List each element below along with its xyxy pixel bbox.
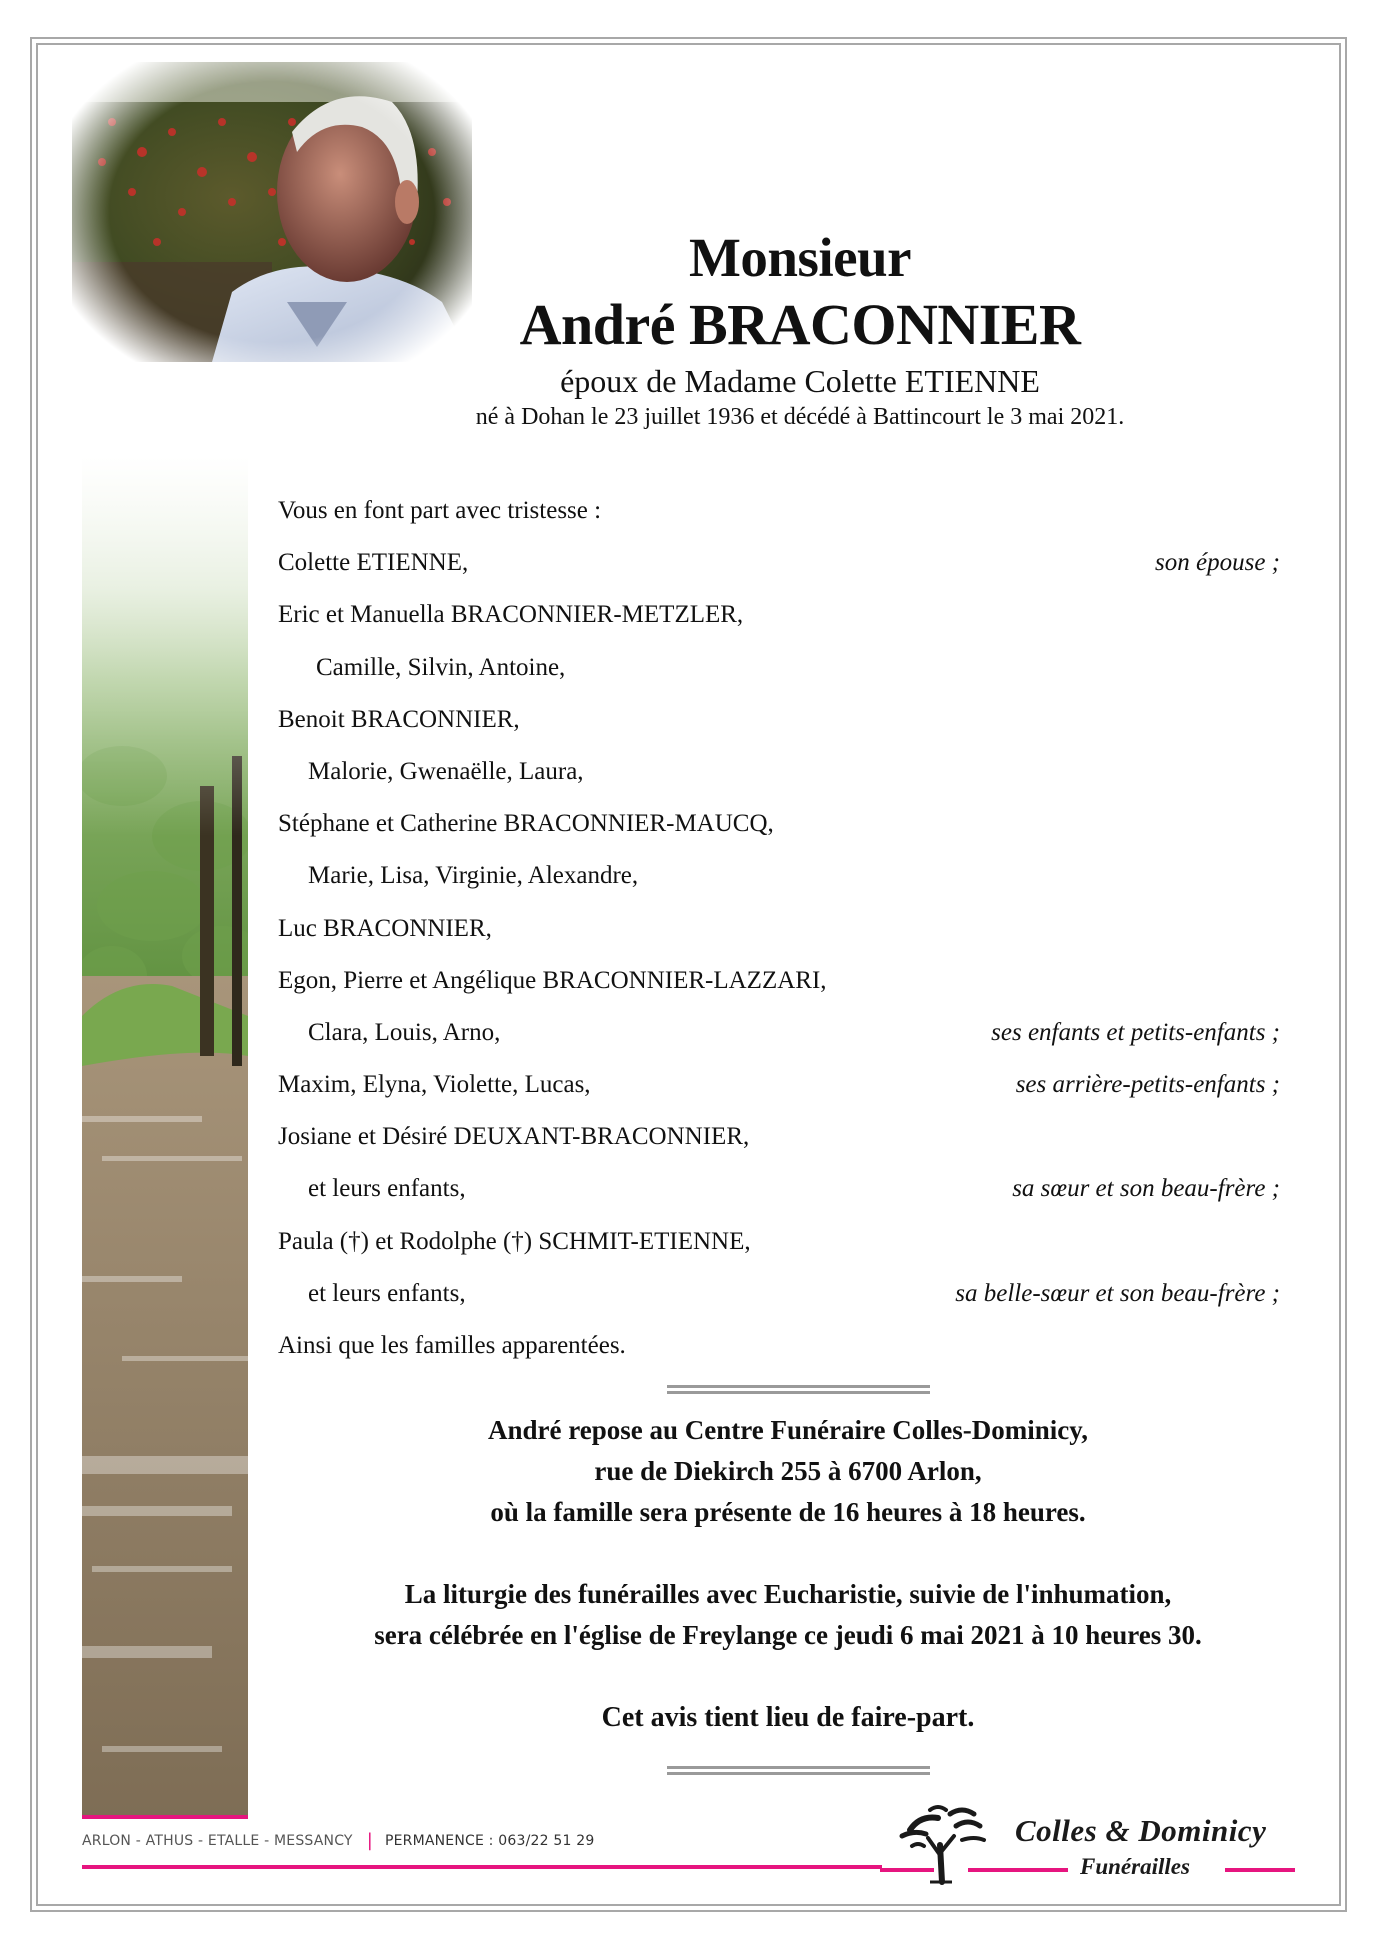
family-name: Benoit BRACONNIER, — [278, 705, 520, 733]
family-name: Stéphane et Catherine BRACONNIER-MAUCQ, — [278, 810, 774, 838]
visiting-hours-line: où la famille sera présente de 16 heures à 18 heures. — [490, 1497, 1086, 1527]
spouse-line: époux de Madame Colette ETIENNE — [560, 363, 1040, 399]
list-item — [278, 1163, 1288, 1215]
footer-permanence: PERMANENCE : 063/22 51 29 — [384, 1832, 595, 1849]
logo-subtitle: Funérailles — [1080, 1854, 1190, 1879]
family-name: Ainsi que les familles apparentées. — [278, 1332, 626, 1359]
list-item — [278, 903, 1288, 955]
address-line: rue de Diekirch 255 à 6700 Arlon, — [594, 1456, 982, 1486]
tree-icon — [890, 1800, 990, 1885]
birth-death-line: né à Dohan le 23 juillet 1936 et décédé à Battincourt le 3 mai 2021. — [475, 404, 1125, 430]
double-rule-divider — [667, 1385, 930, 1394]
list-item — [278, 589, 1288, 641]
logo-wordmark: Colles & Dominicy — [1015, 1813, 1267, 1848]
family-list — [278, 485, 1288, 1372]
footer-contact — [82, 1830, 594, 1851]
list-item — [278, 485, 1288, 537]
family-name: Clara, Louis, Arno, — [308, 1018, 501, 1046]
list-item — [278, 1216, 1288, 1268]
family-name: et leurs enfants, — [308, 1279, 466, 1307]
list-item — [278, 1059, 1288, 1111]
family-name: Camille, Silvin, Antoine, — [316, 653, 566, 681]
accent-bar — [82, 1815, 248, 1819]
family-relation: ses arrière-petits-enfants ; — [1015, 1071, 1280, 1099]
list-item — [278, 746, 1288, 798]
family-name: Colette ETIENNE, — [278, 549, 469, 577]
family-relation: son épouse ; — [1155, 549, 1280, 577]
list-item — [278, 955, 1288, 1007]
family-relation: ses enfants et petits-enfants ; — [991, 1018, 1280, 1046]
list-item — [278, 798, 1288, 850]
list-item — [278, 1268, 1288, 1320]
footer-separator: | — [366, 1830, 373, 1851]
title-honorific: Monsieur — [688, 227, 912, 288]
liturgy-line: La liturgie des funérailles avec Eucharistie, suivie de l'inhumation, — [404, 1579, 1172, 1609]
family-name: Marie, Lisa, Virginie, Alexandre, — [308, 862, 639, 890]
family-name: Maxim, Elyna, Violette, Lucas, — [278, 1071, 591, 1099]
list-item — [278, 694, 1288, 746]
list-item — [278, 642, 1288, 694]
deceased-name: André BRACONNIER — [519, 292, 1081, 357]
family-relation: sa sœur et son beau-frère ; — [1012, 1175, 1280, 1203]
family-name: Eric et Manuella BRACONNIER-METZLER, — [278, 601, 744, 629]
notice-statement: Cet avis tient lieu de faire-part. — [601, 1702, 975, 1733]
double-rule-divider — [667, 1766, 930, 1775]
forest-path-photo — [82, 456, 248, 1819]
family-name: Malorie, Gwenaëlle, Laura, — [308, 757, 584, 785]
liturgy-date-line: sera célébrée en l'église de Freylange ce jeudi 6 mai 2021 à 10 heures 30. — [374, 1620, 1202, 1650]
family-name: Luc BRACONNIER, — [278, 914, 492, 942]
family-name: Vous en font part avec tristesse : — [278, 497, 602, 524]
list-item — [278, 850, 1288, 902]
family-relation: sa belle-sœur et son beau-frère ; — [955, 1279, 1280, 1307]
repose-line: André repose au Centre Funéraire Colles-Dominicy, — [488, 1415, 1088, 1445]
family-name: Egon, Pierre et Angélique BRACONNIER-LAZZARI, — [278, 966, 827, 994]
list-item — [278, 1320, 1288, 1372]
footer-locations: ARLON - ATHUS - ETALLE - MESSANCY — [82, 1832, 353, 1849]
family-name: et leurs enfants, — [308, 1175, 466, 1203]
forest-fade-overlay — [82, 456, 248, 836]
ceremony-info — [278, 1410, 1298, 1738]
family-name: Paula (†) et Rodolphe (†) SCHMIT-ETIENNE, — [278, 1227, 751, 1255]
heading — [380, 225, 1220, 433]
list-item — [278, 1111, 1288, 1163]
list-item — [278, 537, 1288, 589]
funeral-home-logo — [880, 1800, 1300, 1890]
list-item — [278, 1007, 1288, 1059]
family-name: Josiane et Désiré DEUXANT-BRACONNIER, — [278, 1123, 750, 1151]
logo-rule — [1225, 1868, 1295, 1872]
footer-accent-rule — [82, 1865, 882, 1869]
